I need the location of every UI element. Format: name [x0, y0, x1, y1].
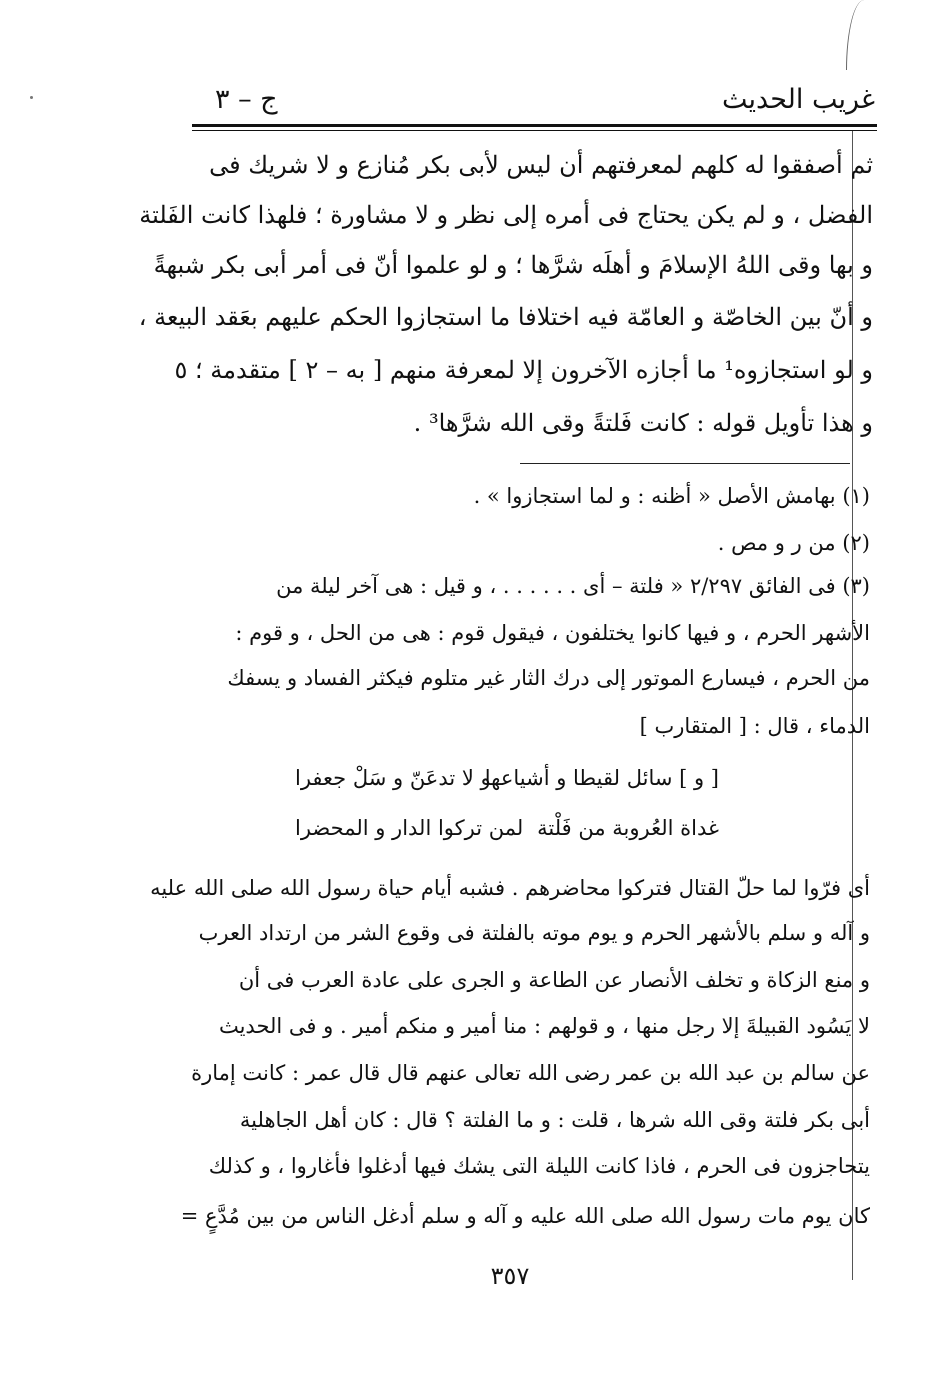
- verse-hemistich: و لا تدعَنّ و سَلْ جعفرا: [295, 766, 491, 790]
- header-rule-thin: [192, 130, 877, 131]
- main-text-line: و لو استجازوه¹ ما أجازه الآخرون إلا لمعرفة منهم [ به – ٢ ] متقدمة ؛ ٥: [174, 356, 873, 384]
- footnote-line: أى فرّوا لما حلّ القتال فتركوا محاضرهم . فشبه أيام حياة رسول الله صلى الله عليه: [150, 876, 870, 900]
- running-header: [215, 80, 875, 120]
- running-title: غريب الحديث: [722, 84, 875, 115]
- verse-hemistich: لمن تركوا الدار و المحضرا: [295, 816, 524, 840]
- verse-hemistich: [ و ] سائل لقيطا و أشياعها: [484, 766, 719, 790]
- main-text-line: و هذا تأويل قوله : كانت فَلتةً وقى الله شرَّها³ .: [413, 409, 873, 437]
- main-text-line: الفضل ، و لم يكن يحتاج فى أمره إلى نظر و لا مشاورة ؛ فلهذا كانت الفَلتة: [139, 201, 873, 229]
- footnote-line: يتحاجزون فى الحرم ، فاذا كانت الليلة التى يشك فيها أدغلوا فأغاروا ، و كذلك: [208, 1154, 870, 1178]
- verse-hemistich: غداة العُروبة من فَلْتة: [537, 816, 719, 840]
- footnote-line: (٣) فى الفائق ٢/٢٩٧ « فلتة – أى . . . . . . ، و قيل : هى آخر ليلة من: [276, 574, 870, 598]
- footnote-line: أبى بكر فلتة وقى الله شرها ، قلت : و ما الفلتة ؟ قال : كان أهل الجاهلية: [239, 1108, 870, 1132]
- scan-binding-curve: [846, 0, 865, 70]
- footnote-line: الدماء ، قال : [ المتقارب ]: [639, 714, 870, 738]
- header-rule-thick: [192, 124, 877, 127]
- footnote-line: من الحرم ، فيسارع الموتور إلى درك الثار غير متلوم فيكثر الفساد و يسفك: [227, 666, 870, 690]
- page-number: ٣٥٧: [490, 1262, 530, 1290]
- footnote-line: (١) بهامش الأصل « أظنه : و لما استجازوا » .: [473, 484, 870, 508]
- volume-marker: ج – ٣: [215, 84, 278, 115]
- main-text-line: ثم أصفقوا له كلهم لمعرفتهم أن ليس لأبى بكر مُنازع و لا شريك فى: [209, 151, 873, 179]
- scan-speck: [30, 96, 33, 99]
- footnote-line: الأشهر الحرم ، و فيها كانوا يختلفون ، فيقول قوم : هى من الحل ، و قوم :: [235, 621, 870, 645]
- footnote-line: كان يوم مات رسول الله صلى الله عليه و آله و سلم أدغل الناس من بين مُدَّعٍ =: [180, 1204, 870, 1228]
- main-text-line: و أنّ بين الخاصّة و العامّة فيه اختلافا ما استجازوا الحكم عليهم بعَقد البيعة ،: [138, 303, 873, 331]
- footnote-line: و منع الزكاة و تخلف الأنصار عن الطاعة و الجرى على عادة العرب فى أن: [238, 968, 870, 992]
- footnote-line: (٢) من ر و مص .: [717, 531, 870, 555]
- footnote-separator: [520, 463, 850, 464]
- footnote-line: عن سالم بن عبد الله بن عمر رضى الله تعالى عنهم قال قال عمر : كانت إمارة: [191, 1061, 870, 1085]
- footnote-line: لا يَسُود القبيلةَ إلا رجل منها ، و قولهم : منا أمير و منكم أمير . و فى الحديث: [218, 1014, 870, 1038]
- main-text-line: و بها وقى اللهُ الإسلامَ و أهلَه شرَّها ؛ و لو علموا أنّ فى أمر أبى بكر شبهةً: [153, 251, 873, 279]
- footnote-line: و آله و سلم بالأشهر الحرم و يوم موته بالفلتة فى وقوع الشر من ارتداد العرب: [198, 921, 870, 945]
